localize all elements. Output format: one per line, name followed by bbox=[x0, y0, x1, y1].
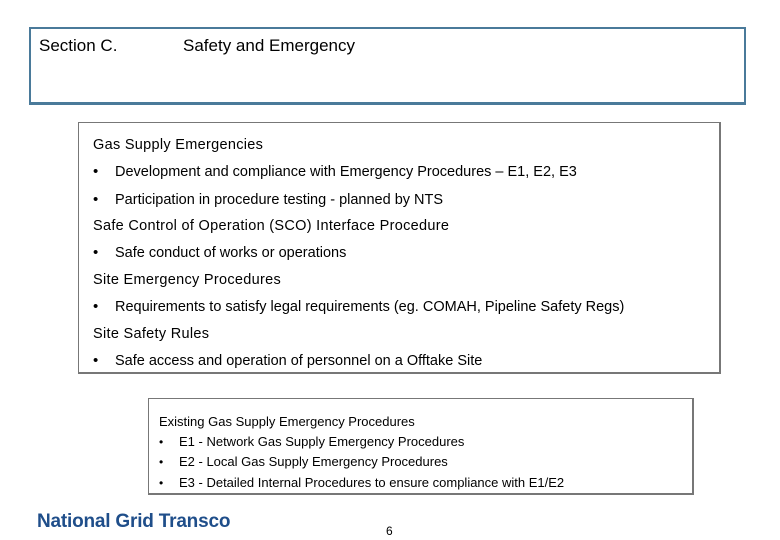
procedure-text: E3 - Detailed Internal Procedures to ensure compliance with E1/E2 bbox=[179, 475, 565, 490]
bullet-text: Participation in procedure testing - planned by NTS bbox=[115, 192, 444, 208]
section-title: Safety and Emergency bbox=[183, 36, 355, 55]
bullet-text: Development and compliance with Emergency Procedures – E1, E2, E3 bbox=[115, 164, 577, 180]
bullet-icon: • bbox=[159, 476, 164, 490]
heading-sco-interface-procedure: Safe Control of Operation (SCO) Interface Procedure bbox=[93, 218, 450, 234]
procedure-text: E2 - Local Gas Supply Emergency Procedures bbox=[179, 454, 448, 469]
page-number: 6 bbox=[386, 524, 393, 538]
bullet-icon: • bbox=[159, 455, 164, 469]
bullet-icon: • bbox=[93, 298, 99, 315]
bullet-text: Requirements to satisfy legal requirements (eg. COMAH, Pipeline Safety Regs) bbox=[115, 299, 625, 315]
procedures-heading: Existing Gas Supply Emergency Procedures bbox=[159, 414, 415, 429]
list-item bbox=[159, 475, 564, 490]
list-item bbox=[93, 298, 624, 315]
list-item bbox=[93, 163, 577, 180]
section-header-box bbox=[29, 27, 746, 105]
bullet-icon: • bbox=[159, 435, 164, 449]
heading-site-emergency-procedures: Site Emergency Procedures bbox=[93, 272, 282, 288]
safety-content-box bbox=[78, 122, 721, 374]
procedure-text: E1 - Network Gas Supply Emergency Procedures bbox=[179, 434, 465, 449]
bullet-icon: • bbox=[93, 191, 99, 208]
existing-procedures-box bbox=[148, 398, 694, 495]
bullet-text: Safe access and operation of personnel on a Offtake Site bbox=[115, 353, 483, 369]
list-item bbox=[93, 352, 482, 369]
bullet-icon: • bbox=[93, 352, 99, 369]
list-item bbox=[93, 191, 443, 208]
heading-site-safety-rules: Site Safety Rules bbox=[93, 326, 210, 342]
national-grid-transco-logo: National Grid Transco bbox=[37, 511, 231, 532]
list-item bbox=[93, 244, 346, 261]
bullet-icon: • bbox=[93, 163, 99, 180]
heading-gas-supply-emergencies: Gas Supply Emergencies bbox=[93, 137, 264, 153]
section-label: Section C. bbox=[39, 36, 118, 55]
bullet-text: Safe conduct of works or operations bbox=[115, 245, 347, 261]
list-item bbox=[159, 454, 448, 469]
bullet-icon: • bbox=[93, 244, 99, 261]
list-item bbox=[159, 434, 464, 449]
